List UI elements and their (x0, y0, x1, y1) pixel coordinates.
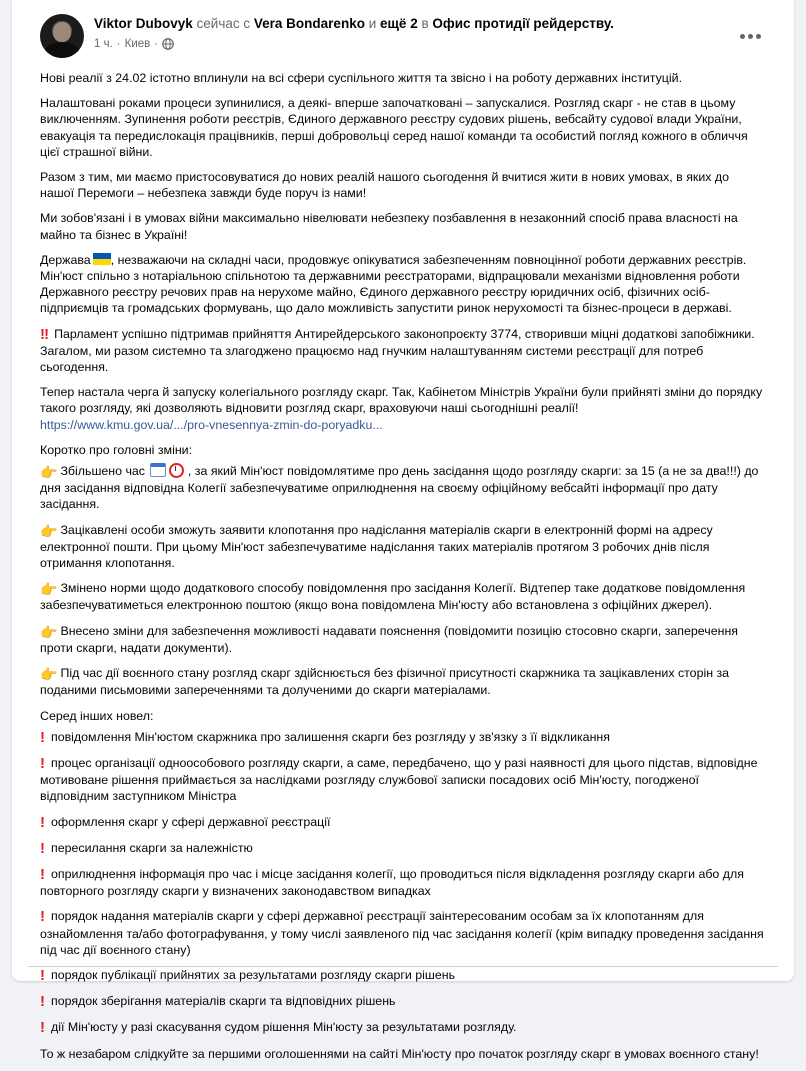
novel-item (40, 755, 766, 805)
tagged-others[interactable]: ещё 2 (380, 16, 418, 31)
connector-text: в (421, 16, 429, 31)
post-time[interactable]: 1 ч. (94, 38, 113, 50)
novel-item (40, 967, 766, 984)
backhand-index-pointing-right-icon: 👉 (40, 623, 58, 640)
red-exclamation-icon: ! (40, 754, 45, 772)
change-item (40, 665, 766, 698)
change-text: Зацікавлені особи зможуть заявити клопотання про надіслання матеріалів скарги в електронній формі на адресу електронної пошти. При цьому Мін'юст забезпечуватиме надіслання таких матеріалів протягом 3 робочих днів після отримання клопотання. (40, 522, 713, 571)
more-options-icon[interactable] (740, 30, 764, 42)
red-exclamation-icon: ! (40, 1019, 45, 1037)
backhand-index-pointing-right-icon: 👉 (40, 666, 58, 683)
change-item (40, 623, 766, 656)
paragraph-text: , незважаючи на складні часи, продовжує опікуватися забезпеченням повноцінної роботи державних реєстрів. (110, 252, 747, 267)
paragraph: Разом з тим, ми маємо пристосовуватися до нових реалій нашого сьогодення й вчитися жити в нових умовах, в яких до нашої Перемоги – небезпека завжди буде поруч із нами! (40, 170, 730, 201)
novel-item (40, 1019, 766, 1036)
meta-separator: · (154, 38, 159, 50)
divider (28, 966, 778, 967)
red-exclamation-icon: ! (40, 839, 45, 857)
closing-paragraph: То ж незабаром слідкуйте за першими оголошеннями на сайті Мін'юсту про початок розгляду скарг в умовах воєнного стану! (40, 1046, 759, 1061)
red-exclamation-icon: ! (40, 908, 45, 926)
avatar-suit (44, 42, 80, 58)
tagged-person[interactable]: Vera Bondarenko (253, 16, 365, 31)
double-exclamation-icon: ‼ (40, 325, 50, 343)
connector-text: сейчас с (196, 16, 251, 31)
change-text: Внесено зміни для забезпечення можливості надавати пояснення (повідомити позицію стосовно скарги, заперечення проти скарги, надати документи). (40, 623, 739, 655)
backhand-index-pointing-right-icon: 👉 (40, 581, 58, 598)
red-exclamation-icon: ! (40, 728, 45, 746)
post-meta (94, 15, 614, 52)
paragraph-text: Держава (40, 252, 91, 267)
change-item (40, 580, 766, 613)
novel-item (40, 840, 766, 857)
post-attribution (94, 15, 614, 33)
paragraph-text: Тепер настала черга й запуску колегіального розгляду скарг. Так, Кабінетом Міністрів України були прийняті зміни до порядку такого розгляду, які дозволяють відновити розгляд скарг, враховуючи наші сьогоднішні реалії! (40, 385, 763, 416)
backhand-index-pointing-right-icon: 👉 (40, 522, 58, 539)
group-name[interactable]: Офис протидії рейдерству. (432, 16, 614, 31)
author-avatar[interactable] (40, 14, 84, 58)
paragraph (40, 384, 766, 433)
change-text: Збільшено час (60, 464, 146, 479)
post-header (40, 14, 774, 66)
post-submeta (94, 36, 614, 52)
change-item (40, 463, 766, 513)
change-text: , за який Мін'юст повідомлятиме про день засідання щодо розгляду скарги: за 15 (а не за два!!!) до дня засідання відповідна Колегії забезпечуватиме оприлюднення на своєму офіційному вебсайті інформації про дату засідання. (40, 464, 759, 512)
novel-text: повідомлення Мін'юстом скаржника про залишення скарги без розгляду у зв'язку з її відкликання (51, 729, 610, 744)
novel-text: оформлення скарг у сфері державної реєстрації (51, 814, 331, 829)
change-text: Змінено норми щодо додаткового способу повідомлення про засідання Колегії. Відтепер таке додаткове повідомлення забезпечуватиметься електронною поштою (якщо вона повідомлена Мін'юсту або встановлена з офіційних джерел). (40, 581, 746, 613)
post-card (12, 0, 794, 1061)
red-exclamation-icon: ! (40, 865, 45, 883)
paragraph-text: Загалом, ми разом системно та злагоджено працюємо над гнучким налаштуванням системи реєстрації для потреб сьогодення. (40, 343, 704, 375)
section-title: Коротко про головні зміни: (40, 442, 193, 457)
section-title: Серед інших новел: (40, 708, 154, 723)
paragraph: Ми зобов'язані і в умовах війни максимально нівелювати небезпеку позбавлення в незаконний спосіб права власності на майно та бізнес в Україні! (40, 211, 738, 242)
paragraph (40, 252, 766, 317)
novel-text: порядок публікації прийнятих за результатами розгляду скарги рішень (51, 967, 456, 982)
paragraph-text: Мін'юст спільно з нотаріальною спільнотою та державними реєстраторами, відпрацювали механізми відновлення роботи Державного реєстру речових прав на нерухоме майно, Єдиного державного реєстру юридичних осіб, фізичних осіб-підприємців та громадських формувань, що дало можливість запустити ринок нерухомості та бізнес-процеси в державі. (40, 269, 740, 316)
novel-item (40, 908, 766, 958)
paragraph: Налаштовані роками процеси зупинилися, а деякі- вперше започатковані – запускалися. Розгляд скарг - не став в цьому виключенням. Зупинення роботи реєстрів, Єдиного державного реєстру судових рішень, вебсайту судової влади України, евакуація та передислокація працівників, перші добровольці серед нашої команди та особистий погляд кожного в обличчя цієї страшної війни. (40, 96, 748, 159)
novel-text: порядок надання матеріалів скарги у сфері державної реєстрації заінтересованим особам за їх клопотанням для ознайомлення та/або фотографування, у тому числі заявленого під час засідання колегії (крім випадку проведення засідання під час дії воєнного стану) (40, 909, 764, 957)
avatar-face (53, 22, 71, 42)
change-item (40, 522, 766, 572)
meta-separator: · (116, 38, 121, 50)
red-exclamation-icon: ! (40, 813, 45, 831)
paragraph (40, 326, 766, 376)
ukraine-flag-icon (93, 253, 111, 265)
paragraph-text: Парламент успішно підтримав прийняття Антирейдерського законопроєкту 3774, створивши міцні додаткові запобіжники. (54, 326, 755, 341)
paragraph: Нові реалії з 24.02 істотно вплинули на всі сфери суспільного життя та звісно і на роботу державних інституцій. (40, 71, 683, 85)
novel-text: дії Мін'юсту у разі скасування судом рішення Мін'юсту за результатами розгляду. (51, 1020, 517, 1035)
novel-item (40, 866, 766, 899)
novel-item (40, 729, 766, 746)
calendar-icon (150, 463, 166, 477)
novel-item (40, 993, 766, 1010)
novel-item (40, 814, 766, 831)
red-exclamation-icon: ! (40, 966, 45, 984)
globe-icon[interactable] (162, 38, 174, 50)
author-name[interactable]: Viktor Dubovyk (94, 16, 193, 31)
connector-text: и (368, 16, 377, 31)
alarm-clock-icon (169, 463, 184, 478)
novel-text: порядок зберігання матеріалів скарги та відповідних рішень (51, 994, 396, 1009)
backhand-index-pointing-right-icon: 👉 (40, 464, 58, 481)
post-location[interactable]: Киев (124, 38, 151, 50)
kmu-link[interactable]: https://www.kmu.gov.ua/.../pro-vnesennya-zmin-do-poryadku... (40, 417, 383, 432)
novel-text: оприлюднення інформація про час і місце засідання колегії, що проводиться після відкладення розгляду скарги або для повторного розгляду скарги у визначених законодавством випадках (40, 866, 744, 899)
novel-text: пересилання скарги за належністю (51, 840, 253, 855)
novel-text: процес організації одноособового розгляду скарги, а саме, передбачено, що у разі наявності для цього підстав, відповідне мотивоване рішення приймається за наслідками розгляду службової записки посадових осіб Мін'юсту, погодженої відповідним заступником Міністра (40, 755, 758, 804)
red-exclamation-icon: ! (40, 993, 45, 1011)
change-text: Під час дії воєнного стану розгляд скарг здійснюється без фізичної присутності скаржника та зацікавлених сторін за поданими письмовими запереченнями та долученими до скарги матеріалами. (40, 666, 730, 698)
post-body (40, 70, 766, 1071)
